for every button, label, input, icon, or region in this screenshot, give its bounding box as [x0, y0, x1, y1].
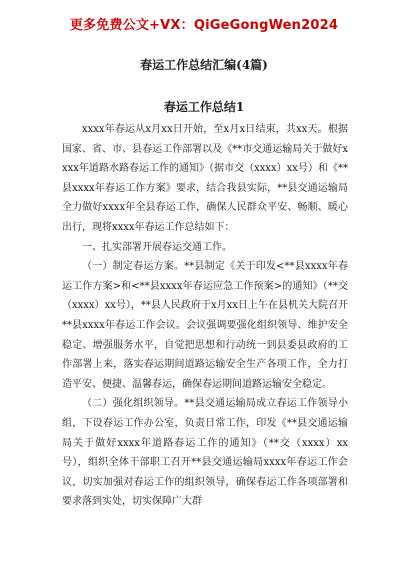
promo-banner: 更多免费公文+VX：QiGeGongWen2024 — [69, 18, 339, 33]
section-title: 春运工作总结1 — [163, 100, 245, 114]
document-body — [62, 120, 348, 512]
paragraph-1-1: （一）制定春运方案。**县制定《关于印发<**县xxxx年春运工作方案>和<**县xxxx年春运应急工作预案>的通知》（**交（xxxx）xx号），**县人民政府于x月xx日上午在县机关大院召开**县xxxx年春运工作会议。会议强调要强化组织领导、维护安全稳定、增强服务水平，自觉把思想和行动统一到县委县政府的工作部署上来，落实春运期间道路运输安全生产各项工作，全力打造平安、便捷、温馨春运，确保春运期间道路运输安全稳定。 — [62, 261, 348, 390]
document-title: 春运工作总结汇编(4篇) — [140, 58, 268, 72]
paragraph-1-2: （二）强化组织领导。**县交通运输局成立春运工作领导小组，下设春运工作办公室，负责日常工作，印发《**县交通运输局关于做好xxxx年道路春运工作的通知》（**交（xxxx）xx号），组织全体干部职工召开**县交通运输局xxxx年春运工作会议，切实加强对春运工作的组织领导，确保春运工作各项部署和要求落到实处，切实保障广大群 — [62, 398, 348, 508]
paragraph-heading-1: 一、扎实部署开展春运交通工作。 — [82, 241, 232, 253]
paragraph-intro: xxxx年春运从x月xx日开始，至x月x日结束，共xx天。根据国家、省、市、县春运工作部署以及《**市交通运输局关于做好xxxx年道路水路春运工作的通知》（据市交（xxxx）xx号）和《**县xxxx年春运工作方案》要求，结合我县实际，**县交通运输局全力做好xxxx年全县春运工作，确保人民群众平安、畅顺、暖心出行，现将xxxx年春运工作总结如下： — [62, 124, 348, 233]
